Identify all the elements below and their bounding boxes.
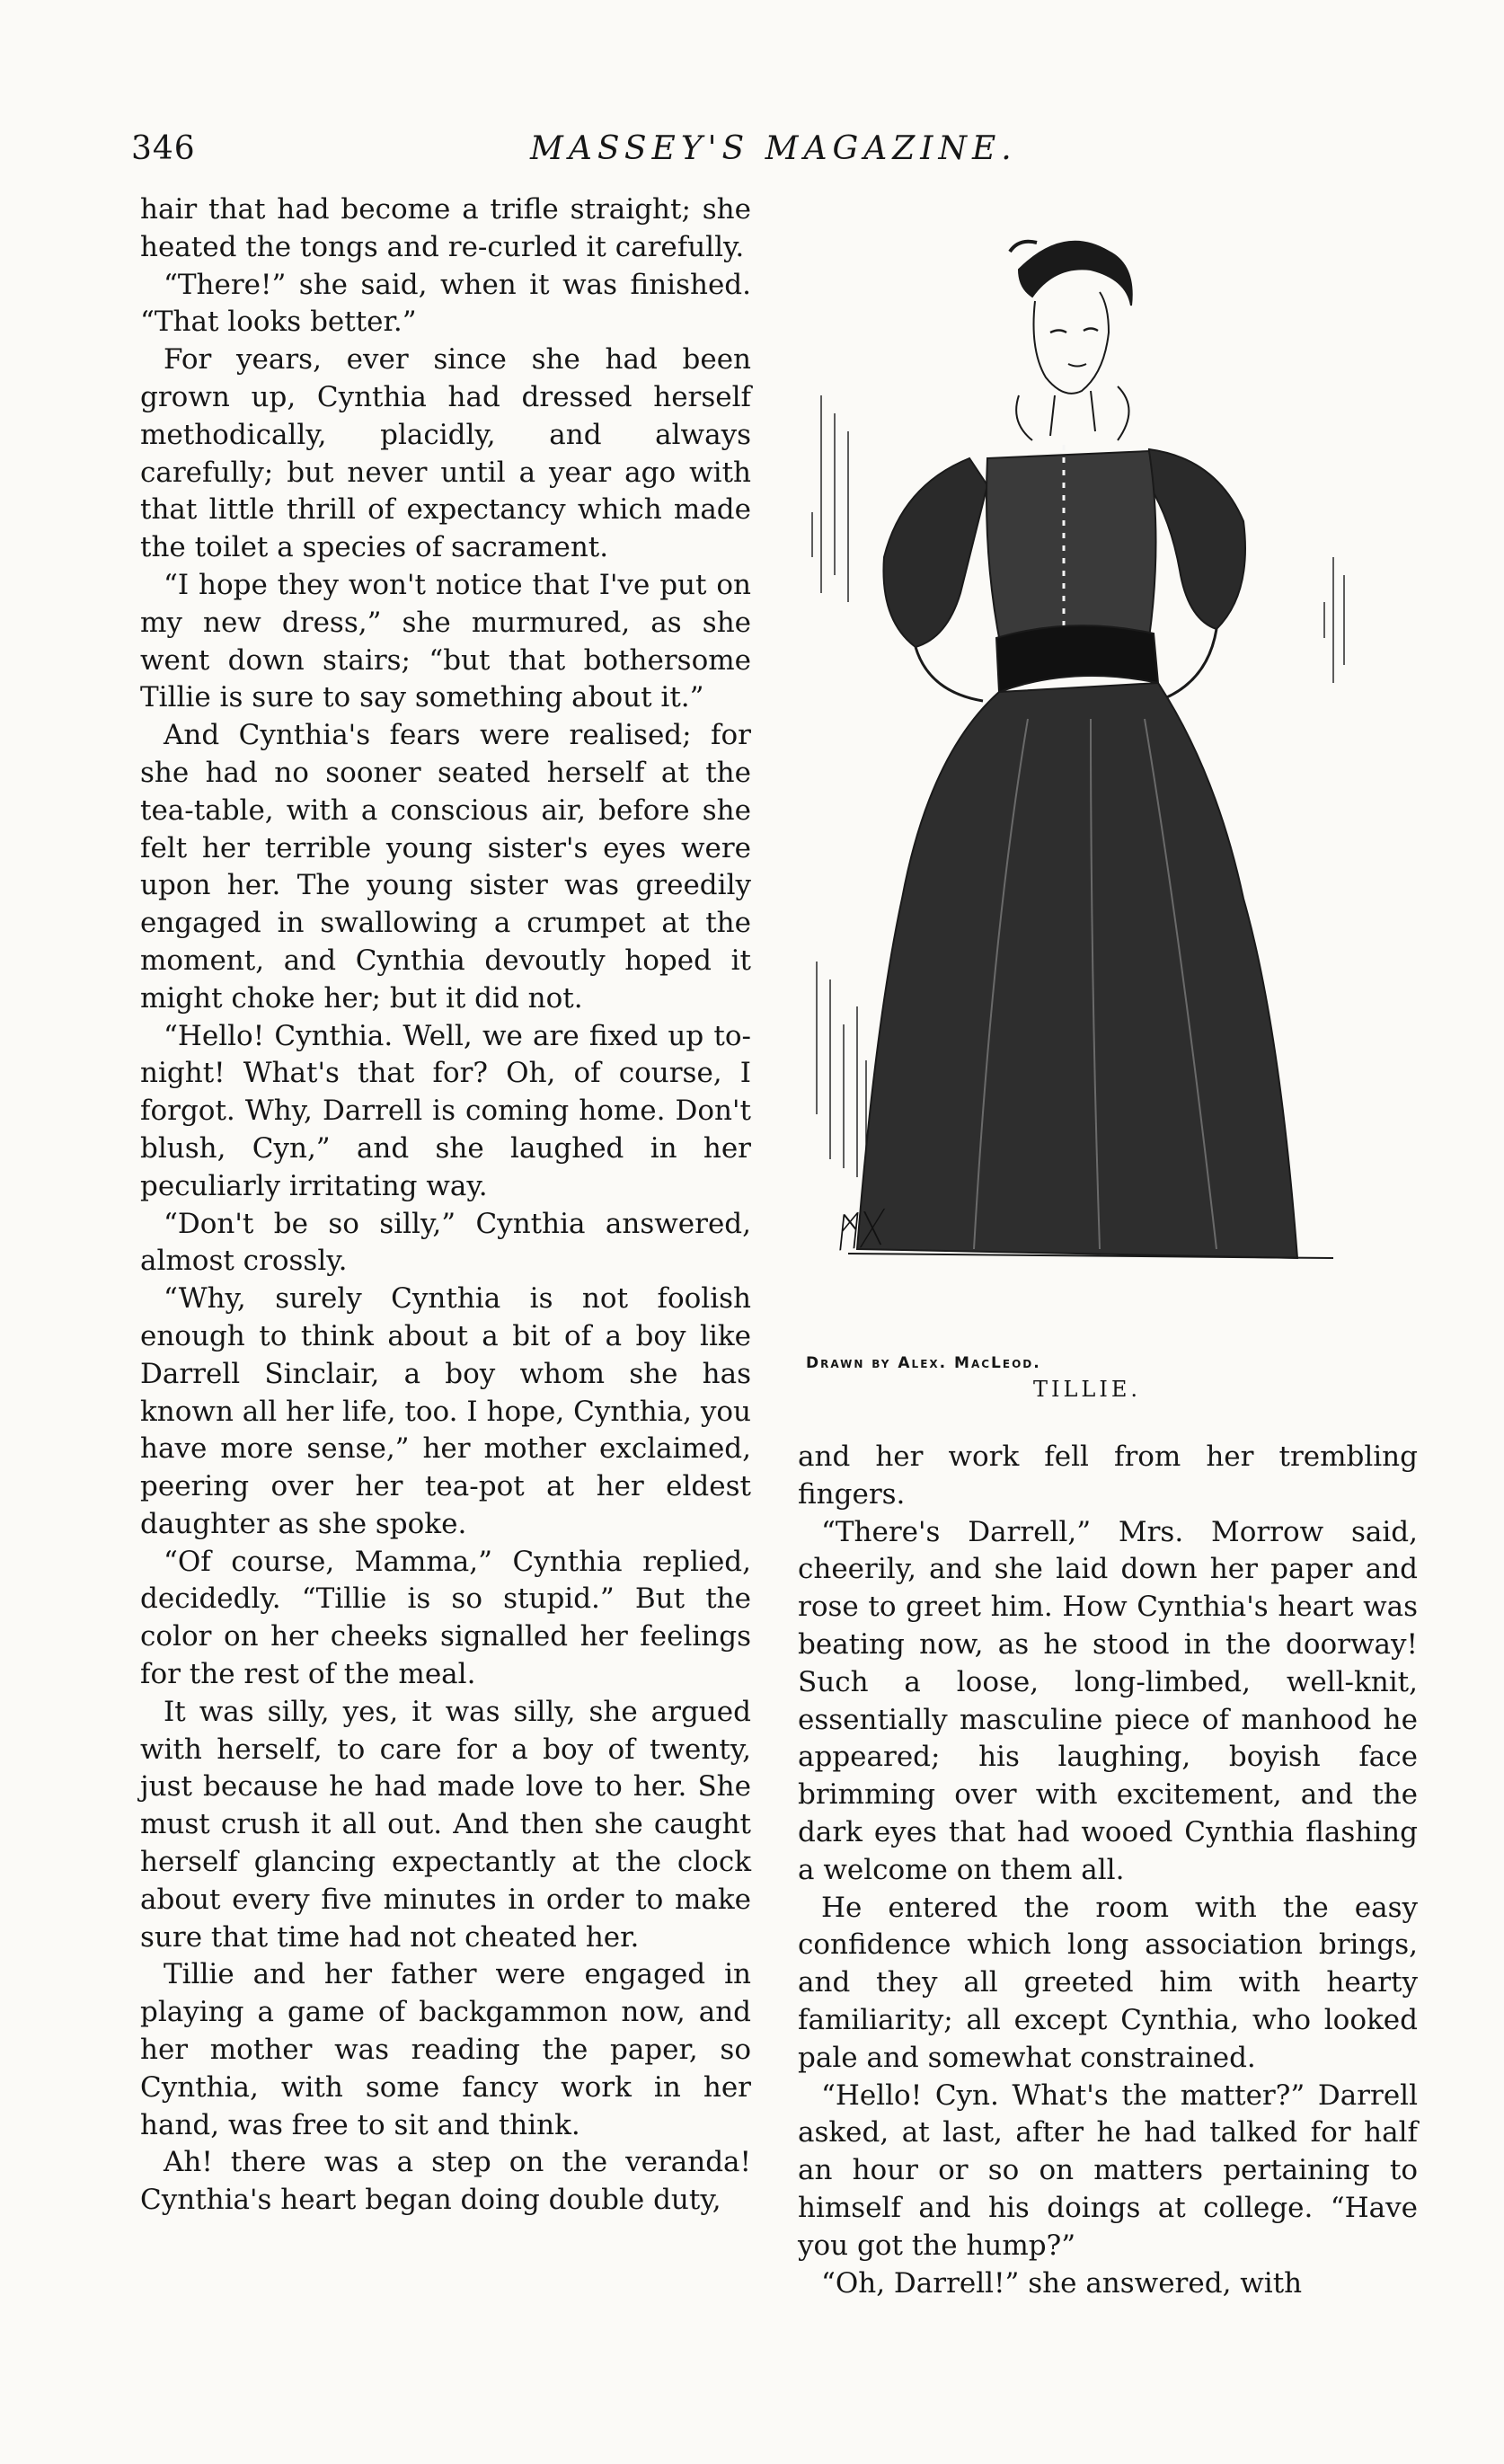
paragraph: For years, ever since she had been grown up, Cynthia had dressed herself methodically, placidly, and always carefully; but never until a year ago with that little thrill of expectancy which made the toilet a species of sacrament. [140,343,751,564]
sash [996,625,1158,692]
illustration-credit: Drawn by Alex. MacLeod. [806,1354,1041,1372]
paragraph: “I hope they won't notice that I've put on my new dress,” she murmured, as she went down stairs; “but that bothersome Tillie is sure to say something about it.” [140,568,751,714]
sleeve-right [1149,449,1245,629]
page-number: 346 [131,130,196,167]
paragraph: “Hello! Cyn. What's the matter?” Darrell asked, at last, after he had talked for half an hour or so on matters pertaining to himself and his doings at college. “Have you got the hump?” [798,2078,1418,2262]
paragraph: And Cynthia's fears were realised; for she had no sooner seated herself at the tea-table, with a conscious air, before she felt her terrible young sister's eyes were upon her. The young sister was greedily engaged in swallowing a crumpet at the moment, and Cynthia devoutly hoped it might choke her; but it did not. [140,719,751,1015]
paragraph: He entered the room with the easy confidence which long association brings, and they all greeted him with hearty familiarity; all except Cynthia, who looked pale and somewhat constrained. [798,1891,1418,2074]
paragraph: “There!” she said, when it was finished. “That looks better.” [140,268,751,339]
paragraph: “Don't be so silly,” Cynthia answered, almost crossly. [140,1207,751,1278]
artist-signature: ᛗᚷ [830,1204,885,1257]
running-title: MASSEY'S MAGAZINE. [530,130,1017,167]
paragraph: Ah! there was a step on the veranda! Cynthia's heart began doing double duty, [140,2146,751,2217]
left-column [140,191,751,2220]
paragraph: hair that had become a trifle straight; she heated the tongs and re-curled it carefully. [140,193,751,263]
sleeve-left [883,458,987,647]
paragraph: Tillie and her father were engaged in playing a game of backgammon now, and her mother was reading the paper, so Cynthia, with some fancy work in her hand, was free to sit and think. [140,1958,751,2141]
paragraph: “Of course, Mamma,” Cynthia replied, decidedly. “Tillie is so stupid.” But the color on her cheeks signalled her feelings for the rest of the meal. [140,1545,751,1691]
bodice [986,451,1156,647]
paragraph: “Why, surely Cynthia is not foolish enough to think about a bit of a boy like Darrell Sinclair, a boy whom she has known all her life, too. I hope, Cynthia, you have more sense,” her mother exclaimed, peering over her tea-pot at her eldest daughter as she spoke. [140,1282,751,1540]
paragraph: “There's Darrell,” Mrs. Morrow said, cheerily, and she laid down her paper and rose to greet him. How Cynthia's heart was beating now, as he stood in the doorway! Such a loose, long-limbed, well-knit, essentially masculine piece of manhood he appeared; his laughing, boyish face brimming over with excitement, and the dark eyes that had wooed Cynthia flashing a welcome on them all. [798,1515,1418,1886]
paragraph: “Oh, Darrell!” she answered, with [821,2266,1303,2300]
face [1034,292,1110,394]
illustration-caption: TILLIE. [1033,1377,1141,1402]
paragraph: and her work fell from her trembling fingers. [798,1440,1418,1511]
skirt [857,683,1297,1258]
paragraph: It was silly, yes, it was silly, she argued with herself, to care for a boy of twenty, just because he had made love to her. She must crush it all out. And then she caught herself glancing expectantly at the clock about every five minutes in order to make sure that time had not cheated her. [140,1695,751,1954]
hair [1019,242,1132,306]
tillie-illustration [794,216,1378,1312]
right-column [798,1439,1418,2302]
paragraph: “Hello! Cynthia. Well, we are fixed up to-night! What's that for? Oh, of course, I forgot. Why, Darrell is coming home. Don't blush, Cyn,” and she laughed in her peculiarly irritating way. [140,1019,751,1202]
